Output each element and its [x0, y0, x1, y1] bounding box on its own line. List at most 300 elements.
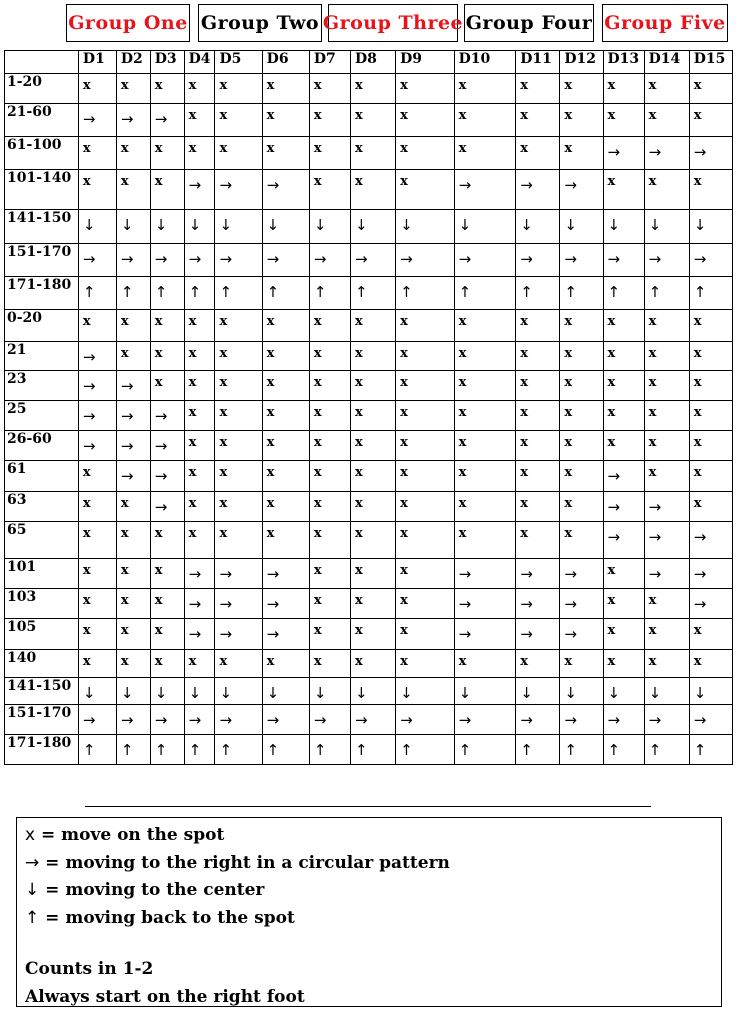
move-on-spot-cell: x	[603, 170, 644, 210]
move-on-spot-cell: x	[184, 650, 215, 678]
move-right-cell: →	[116, 461, 150, 492]
move-right-cell: →	[262, 559, 309, 589]
move-on-spot-cell: x	[262, 310, 309, 342]
move-center-cell: ↓	[309, 678, 350, 705]
table-row	[5, 705, 733, 735]
move-on-spot-cell: x	[689, 342, 732, 371]
table-row	[5, 522, 733, 559]
move-on-spot-cell: x	[215, 401, 262, 431]
move-right-cell: →	[603, 244, 644, 277]
move-right-cell: →	[150, 492, 184, 522]
move-back-cell: ↑	[150, 735, 184, 765]
move-on-spot-cell: x	[309, 559, 350, 589]
move-on-spot-cell: x	[78, 310, 116, 342]
move-on-spot-cell: x	[689, 104, 732, 137]
move-on-spot-cell: x	[150, 589, 184, 619]
move-on-spot-cell: x	[560, 74, 603, 104]
move-on-spot-cell: x	[689, 310, 732, 342]
move-right-cell: →	[644, 559, 689, 589]
move-on-spot-cell: x	[309, 371, 350, 401]
move-on-spot-cell: x	[309, 619, 350, 650]
move-on-spot-cell: x	[350, 74, 395, 104]
move-right-cell: →	[262, 170, 309, 210]
move-on-spot-cell: x	[309, 431, 350, 461]
legend-item	[25, 877, 713, 905]
table-row	[5, 650, 733, 678]
move-center-cell: ↓	[116, 210, 150, 244]
legend-item	[25, 822, 713, 850]
move-back-cell: ↑	[454, 277, 516, 310]
move-right-cell: →	[454, 619, 516, 650]
move-on-spot-cell: x	[350, 492, 395, 522]
move-on-spot-cell: x	[454, 492, 516, 522]
move-right-cell: →	[689, 522, 732, 559]
move-back-cell: ↑	[78, 277, 116, 310]
move-right-cell: →	[560, 170, 603, 210]
down-arrow-icon: ↓	[25, 880, 40, 900]
move-on-spot-cell: x	[560, 310, 603, 342]
move-right-cell: →	[262, 589, 309, 619]
move-on-spot-cell: x	[350, 461, 395, 492]
move-on-spot-cell: x	[184, 371, 215, 401]
legend-item	[25, 850, 713, 878]
move-back-cell: ↑	[603, 277, 644, 310]
legend-text: = moving to the right in a circular pattern	[45, 852, 450, 873]
move-back-cell: ↑	[215, 277, 262, 310]
move-on-spot-cell: x	[116, 170, 150, 210]
move-on-spot-cell: x	[309, 589, 350, 619]
move-on-spot-cell: x	[350, 342, 395, 371]
move-on-spot-cell: x	[215, 104, 262, 137]
move-on-spot-cell: x	[309, 310, 350, 342]
divider-line	[85, 806, 651, 807]
move-right-cell: →	[644, 705, 689, 735]
move-on-spot-cell: x	[454, 104, 516, 137]
move-on-spot-cell: x	[516, 137, 560, 170]
move-on-spot-cell: x	[350, 431, 395, 461]
move-on-spot-cell: x	[603, 650, 644, 678]
count-range-label: 151-170	[5, 244, 79, 277]
move-back-cell: ↑	[644, 277, 689, 310]
move-on-spot-cell: x	[350, 650, 395, 678]
move-on-spot-cell: x	[150, 522, 184, 559]
move-on-spot-cell: x	[560, 650, 603, 678]
move-on-spot-cell: x	[603, 431, 644, 461]
move-on-spot-cell: x	[78, 461, 116, 492]
count-range-label: 65	[5, 522, 79, 559]
move-on-spot-cell: x	[150, 650, 184, 678]
count-range-label: 25	[5, 401, 79, 431]
up-arrow-icon: ↑	[25, 907, 40, 928]
move-right-cell: →	[644, 522, 689, 559]
column-header: D2	[116, 51, 150, 74]
move-right-cell: →	[560, 559, 603, 589]
move-right-cell: →	[78, 342, 116, 371]
move-on-spot-cell: x	[396, 650, 455, 678]
move-back-cell: ↑	[644, 735, 689, 765]
move-on-spot-cell: x	[644, 104, 689, 137]
move-on-spot-cell: x	[309, 650, 350, 678]
count-range-label: 151-170	[5, 705, 79, 735]
group-four-label: Group Four	[464, 4, 594, 42]
move-on-spot-cell: x	[560, 137, 603, 170]
table-row	[5, 492, 733, 522]
move-on-spot-cell: x	[215, 74, 262, 104]
legend-item	[25, 905, 713, 933]
move-on-spot-cell: x	[78, 559, 116, 589]
move-right-cell: →	[396, 244, 455, 277]
count-range-label: 101	[5, 559, 79, 589]
move-on-spot-cell: x	[603, 589, 644, 619]
table-row	[5, 310, 733, 342]
group-one-label: Group One	[66, 4, 190, 42]
move-on-spot-cell: x	[689, 431, 732, 461]
column-header: D5	[215, 51, 262, 74]
move-on-spot-cell: x	[262, 492, 309, 522]
move-right-cell: →	[150, 431, 184, 461]
move-on-spot-cell: x	[350, 589, 395, 619]
move-right-cell: →	[350, 244, 395, 277]
move-right-cell: →	[644, 137, 689, 170]
column-header: D11	[516, 51, 560, 74]
move-on-spot-cell: x	[116, 522, 150, 559]
count-range-label: 140	[5, 650, 79, 678]
move-on-spot-cell: x	[184, 104, 215, 137]
move-back-cell: ↑	[262, 735, 309, 765]
move-right-cell: →	[184, 170, 215, 210]
move-center-cell: ↓	[184, 210, 215, 244]
move-on-spot-cell: x	[116, 619, 150, 650]
move-right-cell: →	[150, 705, 184, 735]
move-on-spot-cell: x	[350, 310, 395, 342]
move-on-spot-cell: x	[396, 461, 455, 492]
move-on-spot-cell: x	[603, 371, 644, 401]
move-right-cell: →	[215, 619, 262, 650]
move-on-spot-cell: x	[116, 650, 150, 678]
move-on-spot-cell: x	[603, 104, 644, 137]
move-right-cell: →	[644, 492, 689, 522]
move-on-spot-cell: x	[184, 461, 215, 492]
move-on-spot-cell: x	[184, 310, 215, 342]
move-right-cell: →	[516, 244, 560, 277]
move-right-cell: →	[516, 705, 560, 735]
move-on-spot-cell: x	[516, 104, 560, 137]
move-on-spot-cell: x	[603, 342, 644, 371]
move-on-spot-cell: x	[215, 342, 262, 371]
move-on-spot-cell: x	[116, 342, 150, 371]
move-center-cell: ↓	[350, 210, 395, 244]
move-back-cell: ↑	[78, 735, 116, 765]
column-header: D15	[689, 51, 732, 74]
move-on-spot-cell: x	[454, 342, 516, 371]
move-center-cell: ↓	[78, 678, 116, 705]
move-on-spot-cell: x	[689, 74, 732, 104]
move-on-spot-cell: x	[262, 401, 309, 431]
move-on-spot-cell: x	[150, 619, 184, 650]
column-header: D9	[396, 51, 455, 74]
move-on-spot-cell: x	[516, 461, 560, 492]
move-on-spot-cell: x	[454, 431, 516, 461]
legend-note: Counts in 1-2	[25, 959, 154, 979]
column-header: D10	[454, 51, 516, 74]
move-on-spot-cell: x	[396, 431, 455, 461]
table-row	[5, 342, 733, 371]
move-on-spot-cell: x	[262, 650, 309, 678]
move-center-cell: ↓	[78, 210, 116, 244]
move-right-cell: →	[150, 401, 184, 431]
move-center-cell: ↓	[516, 210, 560, 244]
move-on-spot-cell: x	[516, 492, 560, 522]
legend-text: = moving to the center	[45, 880, 265, 900]
move-right-cell: →	[603, 492, 644, 522]
move-back-cell: ↑	[184, 277, 215, 310]
move-on-spot-cell: x	[116, 74, 150, 104]
column-header: D4	[184, 51, 215, 74]
move-on-spot-cell: x	[78, 170, 116, 210]
legend-note: Always start on the right foot	[25, 986, 305, 1007]
move-on-spot-cell: x	[215, 137, 262, 170]
move-center-cell: ↓	[689, 678, 732, 705]
move-right-cell: →	[116, 401, 150, 431]
move-center-cell: ↓	[516, 678, 560, 705]
move-on-spot-cell: x	[396, 401, 455, 431]
move-right-cell: →	[454, 170, 516, 210]
move-on-spot-cell: x	[150, 371, 184, 401]
move-back-cell: ↑	[350, 277, 395, 310]
move-on-spot-cell: x	[560, 371, 603, 401]
move-on-spot-cell: x	[560, 104, 603, 137]
table-row	[5, 678, 733, 705]
move-back-cell: ↑	[689, 735, 732, 765]
move-center-cell: ↓	[454, 210, 516, 244]
move-right-cell: →	[184, 705, 215, 735]
move-back-cell: ↑	[350, 735, 395, 765]
move-on-spot-cell: x	[454, 401, 516, 431]
count-range-label: 0-20	[5, 310, 79, 342]
move-right-cell: →	[262, 244, 309, 277]
count-range-label: 141-150	[5, 678, 79, 705]
move-on-spot-cell: x	[116, 589, 150, 619]
move-on-spot-cell: x	[78, 137, 116, 170]
move-on-spot-cell: x	[516, 522, 560, 559]
move-on-spot-cell: x	[262, 431, 309, 461]
move-right-cell: →	[603, 137, 644, 170]
move-on-spot-cell: x	[150, 74, 184, 104]
move-right-cell: →	[215, 244, 262, 277]
move-center-cell: ↓	[396, 678, 455, 705]
move-on-spot-cell: x	[262, 342, 309, 371]
move-on-spot-cell: x	[516, 342, 560, 371]
move-right-cell: →	[309, 705, 350, 735]
move-right-cell: →	[78, 104, 116, 137]
column-header: D13	[603, 51, 644, 74]
move-on-spot-cell: x	[396, 310, 455, 342]
move-center-cell: ↓	[262, 678, 309, 705]
move-on-spot-cell: x	[78, 650, 116, 678]
move-on-spot-cell: x	[215, 522, 262, 559]
move-on-spot-cell: x	[396, 137, 455, 170]
move-back-cell: ↑	[215, 735, 262, 765]
move-right-cell: →	[560, 619, 603, 650]
move-center-cell: ↓	[560, 678, 603, 705]
move-on-spot-cell: x	[644, 461, 689, 492]
move-right-cell: →	[78, 705, 116, 735]
move-on-spot-cell: x	[150, 310, 184, 342]
move-on-spot-cell: x	[396, 492, 455, 522]
move-on-spot-cell: x	[454, 137, 516, 170]
move-on-spot-cell: x	[560, 401, 603, 431]
move-on-spot-cell: x	[215, 431, 262, 461]
count-range-label: 171-180	[5, 277, 79, 310]
move-on-spot-cell: x	[560, 522, 603, 559]
move-right-cell: →	[689, 705, 732, 735]
table-row	[5, 104, 733, 137]
move-on-spot-cell: x	[309, 522, 350, 559]
group-five-label: Group Five	[602, 4, 728, 42]
move-on-spot-cell: x	[116, 492, 150, 522]
move-center-cell: ↓	[150, 210, 184, 244]
move-on-spot-cell: x	[603, 401, 644, 431]
move-back-cell: ↑	[560, 277, 603, 310]
move-on-spot-cell: x	[689, 170, 732, 210]
move-on-spot-cell: x	[116, 559, 150, 589]
move-on-spot-cell: x	[644, 589, 689, 619]
move-back-cell: ↑	[396, 277, 455, 310]
move-on-spot-cell: x	[116, 137, 150, 170]
move-on-spot-cell: x	[309, 137, 350, 170]
move-center-cell: ↓	[396, 210, 455, 244]
table-row	[5, 170, 733, 210]
move-right-cell: →	[215, 589, 262, 619]
move-on-spot-cell: x	[78, 619, 116, 650]
move-right-cell: →	[116, 431, 150, 461]
move-right-cell: →	[78, 371, 116, 401]
move-center-cell: ↓	[262, 210, 309, 244]
move-on-spot-cell: x	[644, 431, 689, 461]
move-center-cell: ↓	[150, 678, 184, 705]
move-on-spot-cell: x	[689, 492, 732, 522]
move-center-cell: ↓	[689, 210, 732, 244]
move-on-spot-cell: x	[454, 522, 516, 559]
move-on-spot-cell: x	[644, 371, 689, 401]
move-back-cell: ↑	[309, 735, 350, 765]
move-right-cell: →	[516, 559, 560, 589]
move-on-spot-cell: x	[516, 431, 560, 461]
move-on-spot-cell: x	[454, 461, 516, 492]
move-right-cell: →	[644, 244, 689, 277]
move-on-spot-cell: x	[262, 522, 309, 559]
move-on-spot-cell: x	[454, 310, 516, 342]
count-range-label: 63	[5, 492, 79, 522]
column-header: D8	[350, 51, 395, 74]
table-row	[5, 735, 733, 765]
move-center-cell: ↓	[215, 678, 262, 705]
move-on-spot-cell: x	[350, 522, 395, 559]
move-on-spot-cell: x	[309, 461, 350, 492]
move-right-cell: →	[150, 461, 184, 492]
move-right-cell: →	[309, 244, 350, 277]
move-on-spot-cell: x	[262, 137, 309, 170]
move-on-spot-cell: x	[396, 589, 455, 619]
column-header: D6	[262, 51, 309, 74]
move-on-spot-cell: x	[215, 492, 262, 522]
move-on-spot-cell: x	[644, 310, 689, 342]
move-on-spot-cell: x	[309, 401, 350, 431]
corner-header	[5, 51, 79, 74]
move-on-spot-cell: x	[309, 170, 350, 210]
move-right-cell: →	[454, 705, 516, 735]
move-back-cell: ↑	[150, 277, 184, 310]
move-on-spot-cell: x	[560, 431, 603, 461]
move-right-cell: →	[603, 705, 644, 735]
move-on-spot-cell: x	[184, 342, 215, 371]
move-right-cell: →	[150, 104, 184, 137]
move-back-cell: ↑	[560, 735, 603, 765]
move-on-spot-cell: x	[184, 401, 215, 431]
move-on-spot-cell: x	[644, 401, 689, 431]
move-on-spot-cell: x	[184, 74, 215, 104]
move-on-spot-cell: x	[309, 74, 350, 104]
move-on-spot-cell: x	[454, 74, 516, 104]
move-right-cell: →	[116, 705, 150, 735]
move-on-spot-cell: x	[689, 461, 732, 492]
move-on-spot-cell: x	[184, 431, 215, 461]
move-right-cell: →	[603, 461, 644, 492]
move-back-cell: ↑	[262, 277, 309, 310]
move-on-spot-cell: x	[309, 492, 350, 522]
move-on-spot-cell: x	[215, 461, 262, 492]
move-on-spot-cell: x	[396, 104, 455, 137]
move-on-spot-cell: x	[184, 492, 215, 522]
move-back-cell: ↑	[184, 735, 215, 765]
move-right-cell: →	[215, 705, 262, 735]
move-on-spot-cell: x	[150, 137, 184, 170]
move-right-cell: →	[560, 589, 603, 619]
move-back-cell: ↑	[116, 735, 150, 765]
move-right-cell: →	[116, 104, 150, 137]
move-on-spot-cell: x	[116, 310, 150, 342]
formation-table	[4, 50, 733, 765]
move-on-spot-cell: x	[150, 559, 184, 589]
move-right-cell: →	[689, 244, 732, 277]
move-on-spot-cell: x	[350, 401, 395, 431]
move-right-cell: →	[603, 522, 644, 559]
move-on-spot-cell: x	[603, 74, 644, 104]
count-range-label: 101-140	[5, 170, 79, 210]
table-row	[5, 461, 733, 492]
move-on-spot-cell: x	[215, 371, 262, 401]
move-on-spot-cell: x	[603, 619, 644, 650]
table-row	[5, 210, 733, 244]
right-arrow-icon: →	[25, 852, 40, 873]
move-right-cell: →	[215, 170, 262, 210]
move-on-spot-cell: x	[560, 342, 603, 371]
move-on-spot-cell: x	[150, 170, 184, 210]
move-center-cell: ↓	[603, 210, 644, 244]
move-on-spot-cell: x	[350, 170, 395, 210]
count-range-label: 1-20	[5, 74, 79, 104]
move-right-cell: →	[78, 401, 116, 431]
count-range-label: 26-60	[5, 431, 79, 461]
move-on-spot-cell: x	[78, 492, 116, 522]
move-back-cell: ↑	[516, 277, 560, 310]
move-on-spot-cell: x	[309, 342, 350, 371]
move-on-spot-cell: x	[560, 461, 603, 492]
column-header: D1	[78, 51, 116, 74]
move-back-cell: ↑	[396, 735, 455, 765]
move-back-cell: ↑	[454, 735, 516, 765]
move-on-spot-cell: x	[262, 461, 309, 492]
